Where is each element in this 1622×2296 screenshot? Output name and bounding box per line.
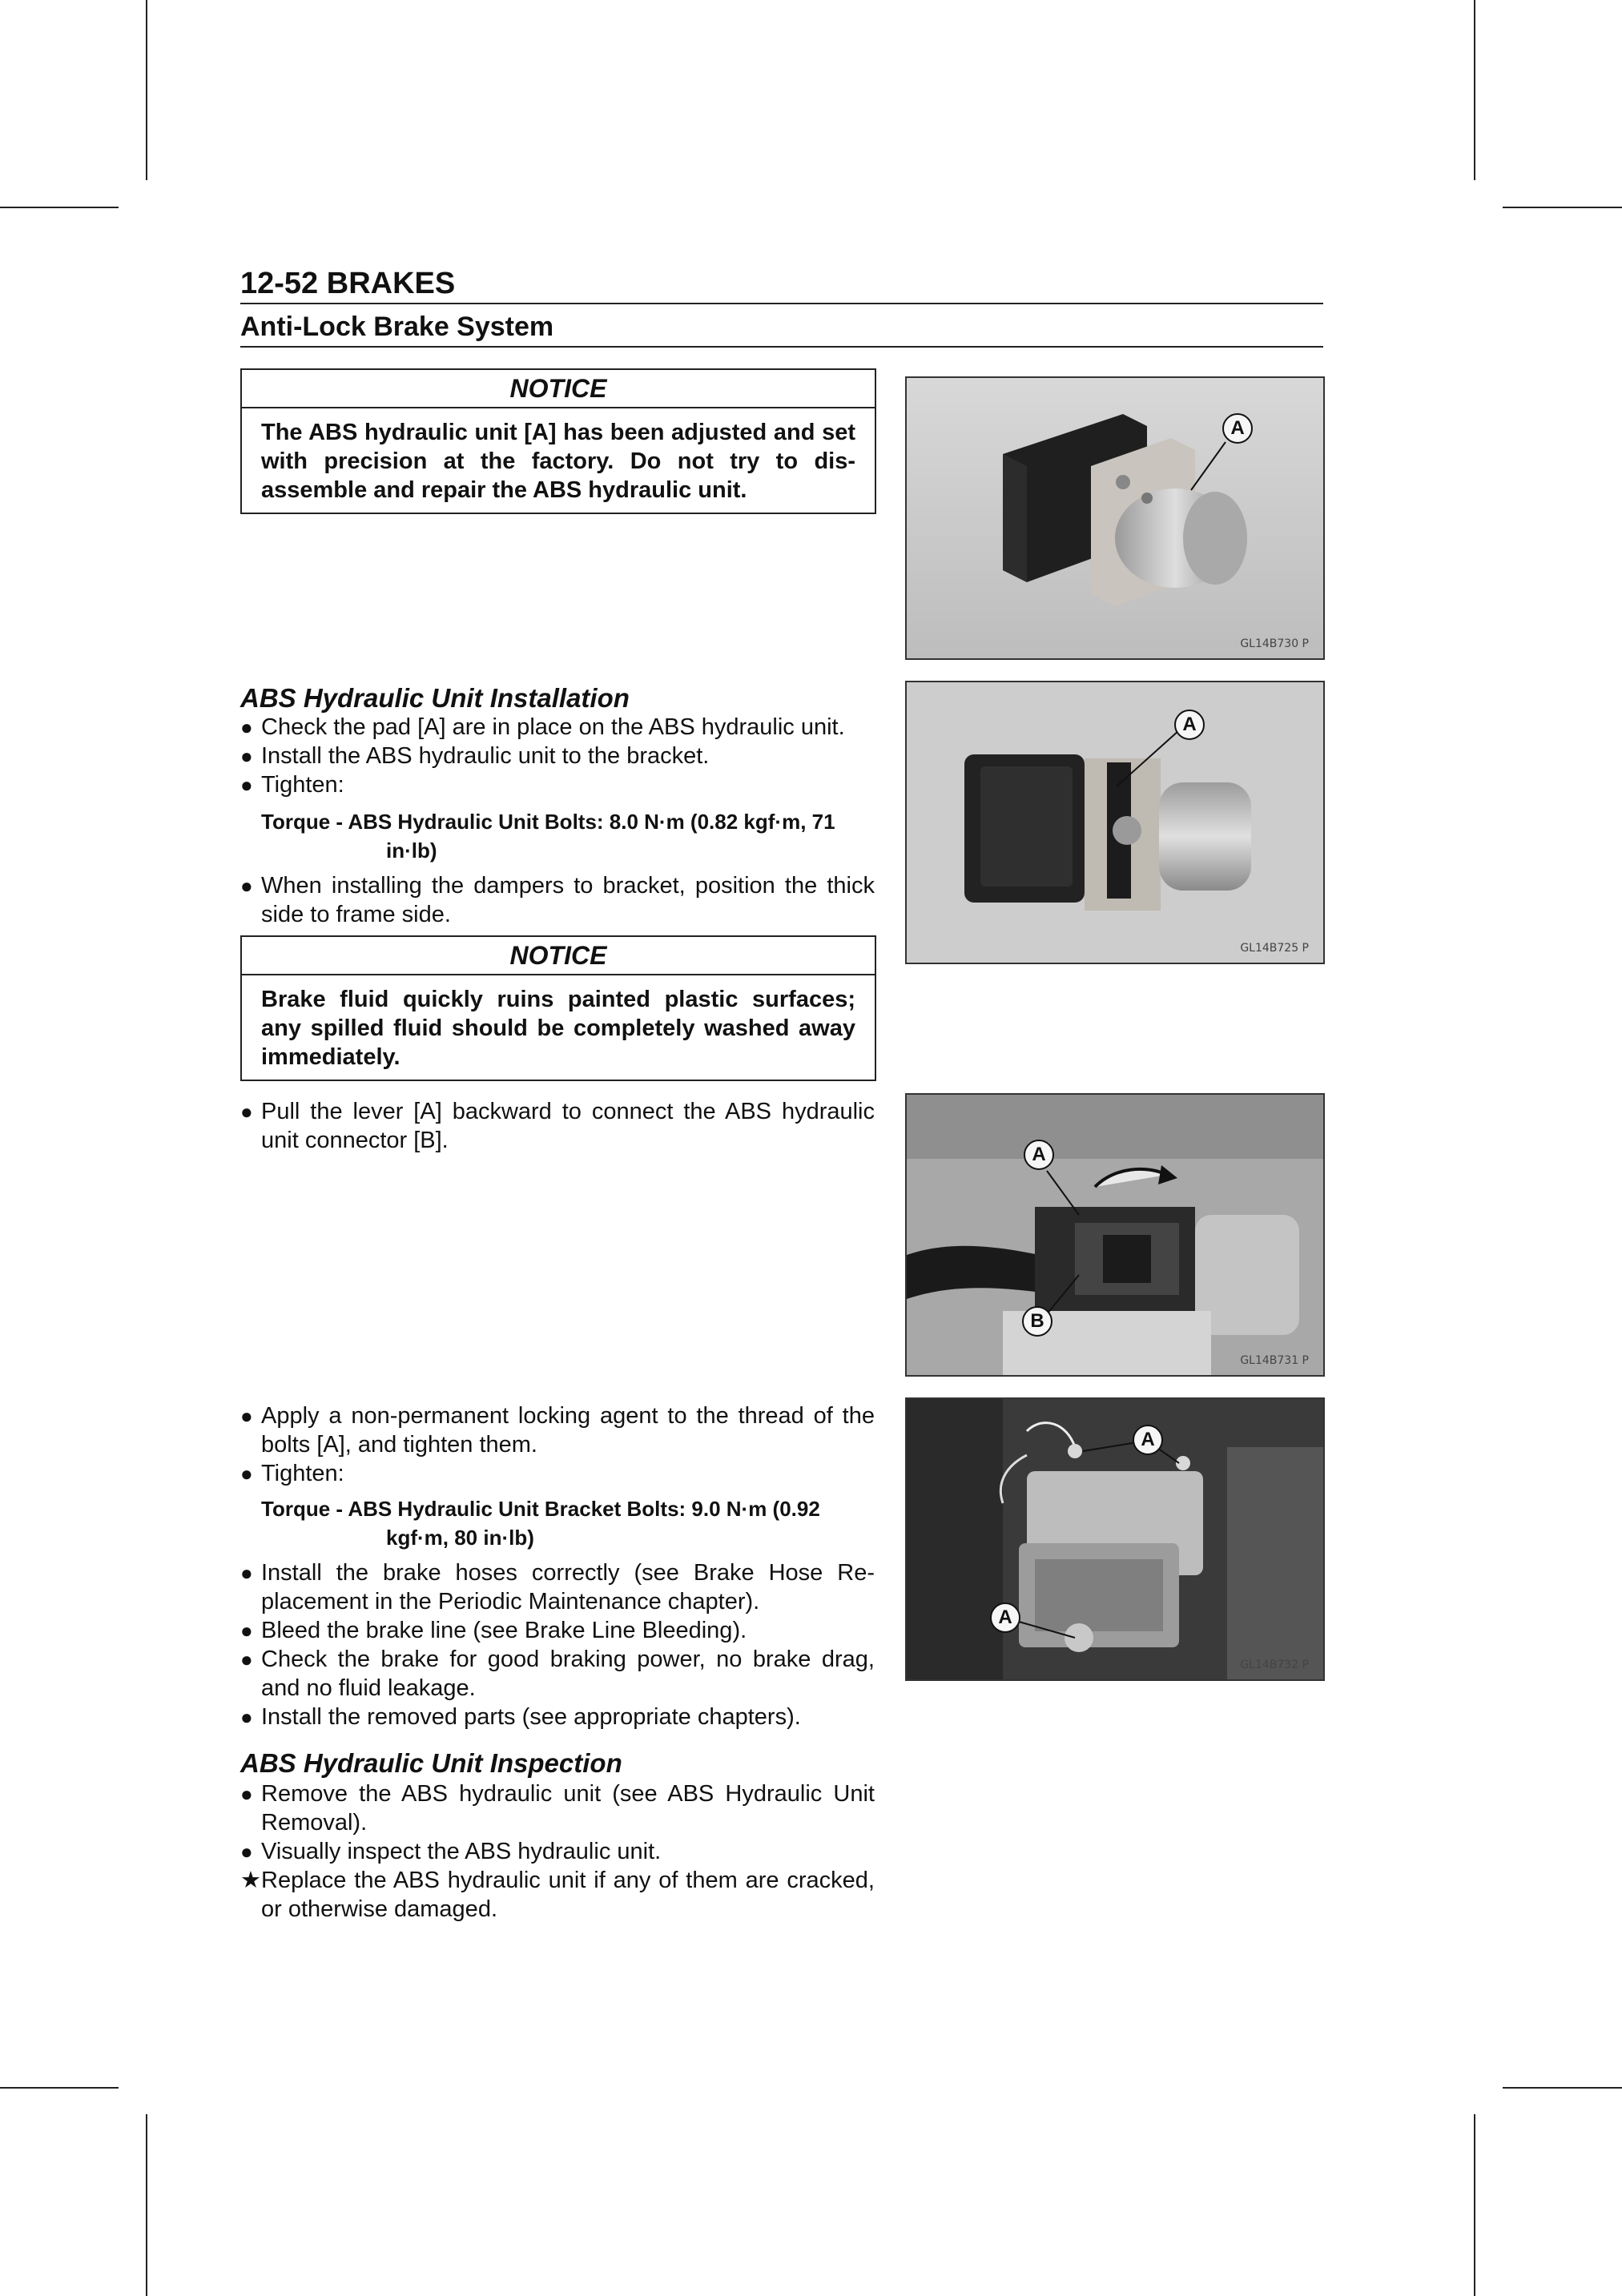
figure-connector-lever [905,1093,1325,1377]
notice-box [240,368,876,514]
abs-unit-photo [907,378,1323,658]
list-item: ● Tighten: [240,772,344,798]
bullet-marker: ● [240,744,253,768]
notice-body: Brake fluid quickly ruins painted plastic surfaces; any spilled fluid should be completely washed away immediately. [261,987,855,1070]
list-item: ● Install the ABS hydraulic unit to the bracket. [240,743,710,769]
list-item: ● Remove the ABS hydraulic unit (see ABS Hydraulic Unit Removal). [240,1781,875,1836]
connector-lever-photo [907,1095,1323,1375]
notice-body: The ABS hydraulic unit [A] has been adjusted and set with precision at the factory. Do not try to dis-assemble and repair the ABS hydraulic unit. [261,420,855,503]
list-item: ● Apply a non-permanent locking agent to the thread of the bolts [A], and tighten them. [240,1403,875,1458]
section-rule [240,346,1323,348]
notice-heading: NOTICE [242,370,875,408]
star-marker: ★ [240,1868,261,1893]
bullet-marker: ● [240,1782,253,1806]
notice-box [240,935,876,1081]
bracket-bolts-photo [907,1399,1323,1679]
bullet-marker: ● [240,1840,253,1864]
list-item: ● Visually inspect the ABS hydraulic unit. [240,1839,662,1864]
bullet-marker: ● [240,1404,253,1428]
callout-label: B [1022,1306,1052,1337]
list-item: ● Check the pad [A] are in place on the ABS hydraulic unit. [240,714,845,740]
list-item: ★ Replace the ABS hydraulic unit if any of them are cracked, or otherwise damaged. [240,1868,875,1922]
list-item: ● Install the brake hoses correctly (see Brake Hose Re-placement in the Periodic Maintenance chapter). [240,1560,875,1614]
abs-unit-side-photo [907,682,1323,963]
notice-heading: NOTICE [242,937,875,975]
list-item: ● Pull the lever [A] backward to connect the ABS hydraulic unit connector [B]. [240,1099,875,1153]
installation-steps [240,1401,875,1488]
torque-spec: Torque - ABS Hydraulic Unit Bracket Bolts: 9.0 N·m (0.92 kgf·m, 80 in·lb) [261,1497,820,1550]
callout-label: A [1174,710,1205,740]
list-item: ● Tighten: [240,1461,344,1486]
figure-code: GL14B725 P [1240,942,1309,955]
figure-code: GL14B731 P [1240,1354,1309,1367]
callout-label: A [1133,1425,1163,1455]
list-item: ● Bleed the brake line (see Brake Line Bleeding). [240,1618,747,1643]
crop-mark [0,2087,119,2089]
bullet-marker: ● [240,1462,253,1486]
crop-mark [146,0,147,180]
inspection-heading: ABS Hydraulic Unit Inspection [240,1748,622,1778]
header-rule [240,303,1323,304]
bullet-marker: ● [240,1705,253,1729]
installation-heading: ABS Hydraulic Unit Installation [240,683,630,713]
list-item: ● Install the removed parts (see appropriate chapters). [240,1704,801,1730]
callout-label: A [1024,1140,1054,1170]
callout-label: A [1222,413,1253,444]
figure-code: GL14B732 P [1240,1659,1309,1671]
crop-mark [1503,2087,1622,2089]
bullet-marker: ● [240,1618,253,1643]
page-header [240,264,1323,348]
torque-spec: Torque - ABS Hydraulic Unit Bolts: 8.0 N·m (0.82 kgf·m, 71 in·lb) [261,810,835,863]
installation-steps [240,1558,875,1731]
bullet-marker: ● [240,874,253,898]
list-item: ● When installing the dampers to bracket, position the thick side to frame side. [240,873,875,927]
figure-abs-unit-pad [905,681,1325,964]
callout-label: A [990,1602,1020,1633]
crop-mark [1474,2114,1475,2296]
figure-bracket-bolts [905,1397,1325,1681]
installation-steps [240,713,875,799]
crop-mark [1503,207,1622,208]
list-item: ● Check the brake for good braking power, no brake drag, and no fluid leakage. [240,1647,875,1701]
section-title: Anti-Lock Brake System [240,312,554,342]
page-title: 12-52 BRAKES [240,267,456,300]
bullet-marker: ● [240,1561,253,1585]
installation-steps [240,1097,875,1155]
bullet-marker: ● [240,1100,253,1124]
crop-mark [1474,0,1475,180]
bullet-marker: ● [240,715,253,739]
inspection-steps [240,1779,875,1924]
crop-mark [0,207,119,208]
figure-code: GL14B730 P [1240,637,1309,650]
figure-abs-unit [905,376,1325,660]
crop-mark [146,2114,147,2296]
installation-steps [240,871,875,929]
bullet-marker: ● [240,1647,253,1671]
bullet-marker: ● [240,773,253,797]
